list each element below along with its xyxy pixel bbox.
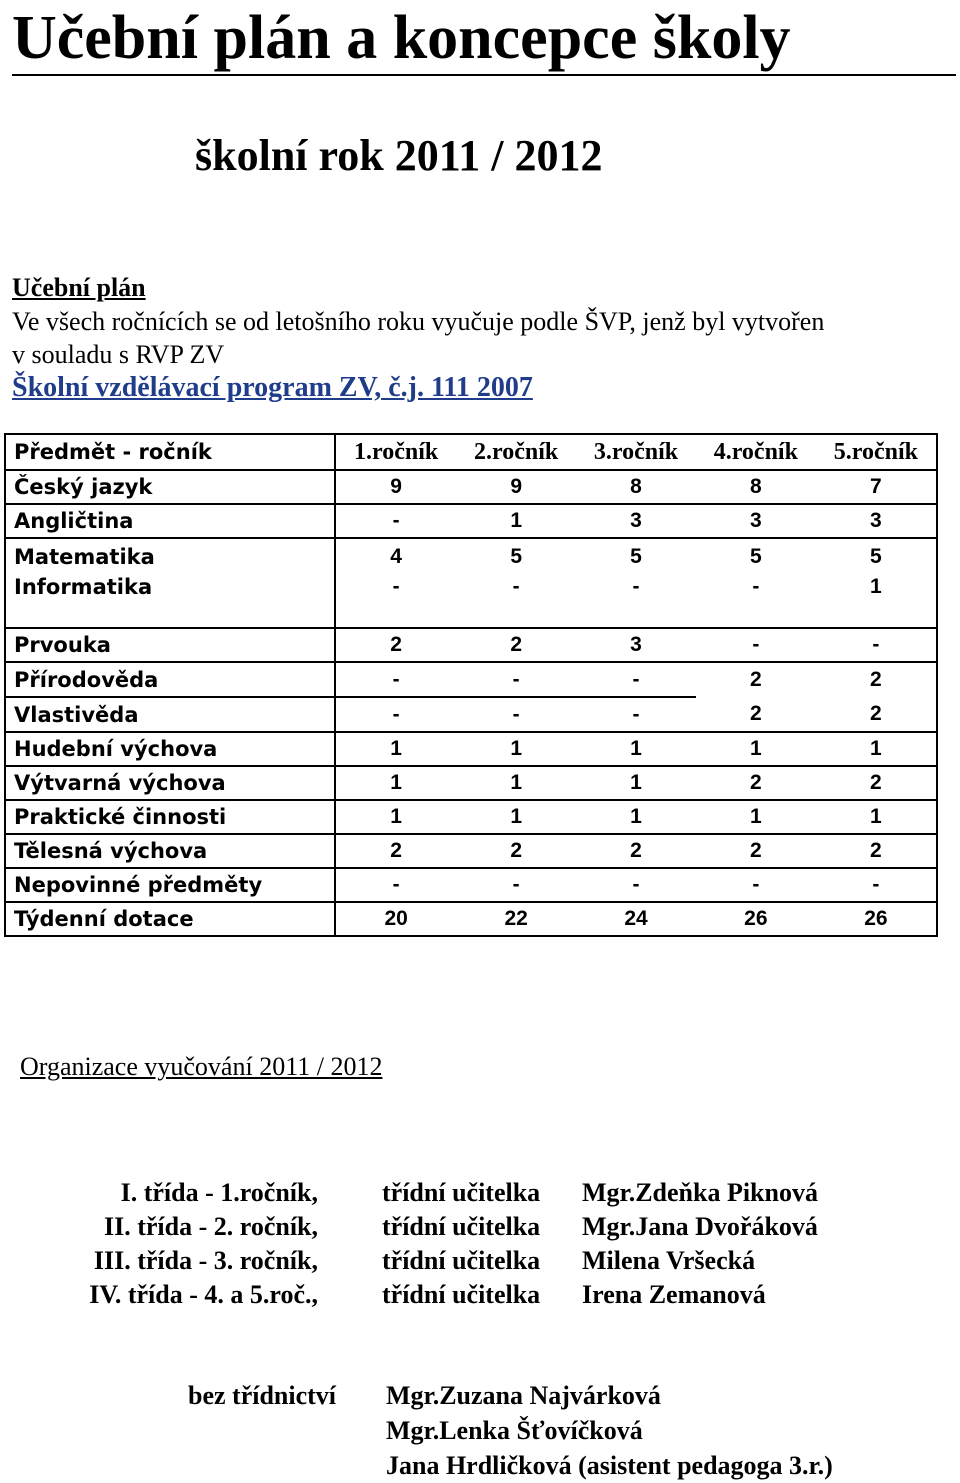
value-cell: 8 [696,470,816,504]
value-cell: 1 [335,732,456,766]
table-row [5,800,937,834]
header-grade-4: 4.ročník [696,434,816,470]
table-row-total [5,902,937,936]
value-cell: 2 [456,628,576,662]
value-cell: 26 [696,902,816,936]
non-class-label: bez třídnictví [188,1381,337,1410]
table-row [5,766,937,800]
teacher-role: třídní učitelka [382,1280,541,1309]
value-cell: 1 [335,800,456,834]
value-cell: 2 [696,834,816,868]
intro-line-2: v souladu s RVP ZV [12,340,225,369]
curriculum-table [4,433,938,937]
value-cell: 1 [335,766,456,800]
value-cell: 2 [696,766,816,800]
table-row [5,834,937,868]
value-cell: - [456,662,576,697]
table-row [5,538,937,628]
header-grade-3: 3.ročník [576,434,696,470]
value-cell: 2 [335,834,456,868]
value-cell: 3 [576,628,696,662]
teacher-name: Irena Zemanová [582,1280,766,1309]
subject-cell: Hudební výchova [5,732,335,766]
value-cell: 2 [456,834,576,868]
value-cell: 1 [696,800,816,834]
class-label: III. třída - 3. ročník, [93,1246,318,1275]
teacher-role: třídní učitelka [382,1212,541,1241]
value-cell: - [335,868,456,902]
value-cell: 2 [335,628,456,662]
value-cell: 1 [576,800,696,834]
subject-informatics: Informatika [14,575,153,599]
value-cell: - [696,628,816,662]
table-row [5,662,937,697]
value-cell: 3 [576,504,696,538]
subject-cell: Vlastivěda [5,697,335,732]
intro-line-1: Ve všech ročnících se od letošního roku vyučuje podle ŠVP, jenž byl vytvořen [12,307,825,336]
subject-cell: Přírodověda [5,662,335,697]
value-cell: 26 [816,902,937,936]
organization-heading: Organizace vyučování 2011 / 2012 [20,1052,383,1081]
list-item: Mgr.Lenka Šťovíčková [386,1416,643,1445]
value-cell: 20 [335,902,456,936]
value-cell: 5 - [456,538,576,628]
subject-cell [5,538,335,628]
teacher-role: třídní učitelka [382,1246,541,1275]
table-row [5,470,937,504]
value-cell: 1 [816,732,937,766]
value-cell: 3 [816,504,937,538]
value-cell: 9 [456,470,576,504]
header-grade-2: 2.ročník [456,434,576,470]
value-cell: 1 [696,732,816,766]
value-cell: 8 [576,470,696,504]
value-cell: - [576,868,696,902]
table-row [5,868,937,902]
value-cell: 5 - [576,538,696,628]
value-cell: 1 [816,800,937,834]
subject-cell: Tělesná výchova [5,834,335,868]
subject-cell: Český jazyk [5,470,335,504]
curriculum-heading: Učební plán [12,273,146,302]
list-item: Jana Hrdličková (asistent pedagoga 3.r.) [386,1451,833,1480]
page-title: Učební plán a koncepce školy [12,4,791,72]
school-year-subtitle: školní rok 2011 / 2012 [195,131,603,180]
value-cell: - [335,697,456,732]
teacher-role: třídní učitelka [382,1178,541,1207]
value-cell: - [816,868,937,902]
teacher-name: Milena Vršecká [582,1246,756,1275]
merged-value-cell: 2 2 [816,662,937,732]
table-row [5,504,937,538]
value-cell: 1 [456,766,576,800]
value-cell: 22 [456,902,576,936]
value-cell: 5 - [696,538,816,628]
value-cell: 1 [456,732,576,766]
table-header-row [5,434,937,470]
subject-cell: Angličtina [5,504,335,538]
value-cell: 4 - [335,538,456,628]
value-cell: - [456,697,576,732]
value-cell: - [576,697,696,732]
value-cell: - [335,662,456,697]
value-cell: 1 [456,504,576,538]
class-label: IV. třída - 4. a 5.roč., [89,1280,318,1309]
non-class-names [386,1378,833,1483]
teacher-name: Mgr.Jana Dvořáková [582,1212,818,1241]
value-cell: - [335,504,456,538]
school-program-link[interactable]: Školní vzdělávací program ZV, č.j. 111 2007 [12,372,533,403]
header-grade-1: 1.ročník [335,434,456,470]
value-cell: 7 [816,470,937,504]
merged-value-cell: 2 2 [696,662,816,732]
value-cell: 2 [576,834,696,868]
value-cell: 2 [816,766,937,800]
value-cell: 5 1 [816,538,937,628]
subject-cell: Výtvarná výchova [5,766,335,800]
subject-cell: Týdenní dotace [5,902,335,936]
value-cell: 1 [576,766,696,800]
value-cell: 24 [576,902,696,936]
table-row [5,628,937,662]
value-cell: 1 [576,732,696,766]
value-cell: - [696,868,816,902]
value-cell: 9 [335,470,456,504]
subject-math: Matematika [14,545,155,569]
header-grade-5: 5.ročník [816,434,937,470]
value-cell: 1 [456,800,576,834]
table-row [5,732,937,766]
subject-cell: Praktické činnosti [5,800,335,834]
header-subject: Předmět - ročník [5,434,335,470]
class-label: I. třída - 1.ročník, [120,1178,318,1207]
value-cell: - [816,628,937,662]
list-item: Mgr.Zuzana Najvárková [386,1381,661,1410]
value-cell: 2 [816,834,937,868]
value-cell: - [456,868,576,902]
subject-cell: Prvouka [5,628,335,662]
value-cell: 3 [696,504,816,538]
curriculum-intro [12,305,952,371]
value-cell: - [576,662,696,697]
class-label: II. třída - 2. ročník, [103,1212,318,1241]
subject-cell: Nepovinné předměty [5,868,335,902]
teacher-name: Mgr.Zdeňka Piknová [582,1178,818,1207]
title-underline [12,74,956,76]
